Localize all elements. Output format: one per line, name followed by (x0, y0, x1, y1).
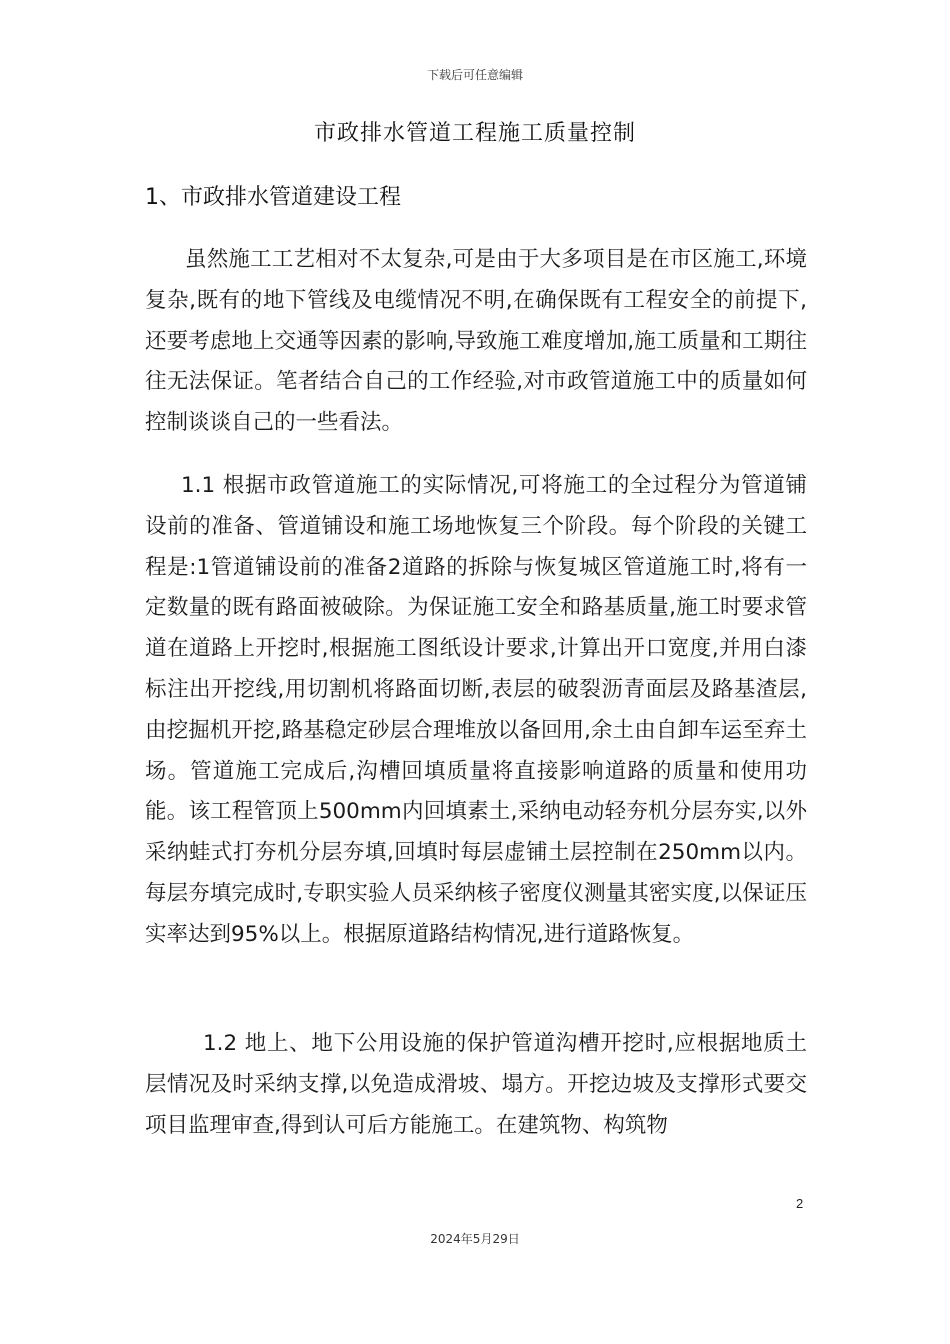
footer-date: 2024年5月29日 (430, 1232, 520, 1246)
paragraph-1-2: 1.2 地上、地下公用设施的保护管道沟槽开挖时,应根据地质土层情况及时采纳支撑,以免造成滑坡、塌方。开挖边坡及支撑形式要交项目监理审查,得到认可后方能施工。在建筑物、构筑物 (145, 1031, 807, 1138)
paragraph-intro: 虽然施工工艺相对不太复杂,可是由于大多项目是在市区施工,环境复杂,既有的地下管线及电缆情况不明,在确保既有工程安全的前提下,还要考虑地上交通等因素的影响,导致施工难度增加,施工质量和工期往往无法保证。笔者结合自己的工作经验,对市政管道施工中的质量如何控制谈谈自己的一些看法。 (145, 247, 807, 436)
section-heading: 1、市政排水管道建设工程 (145, 185, 401, 210)
header-note: 下载后可任意编辑 (426, 68, 523, 82)
document-title: 市政排水管道工程施工质量控制 (313, 121, 636, 146)
page-number: 2 (796, 1196, 804, 1211)
paragraph-1-1: 1.1 根据市政管道施工的实际情况,可将施工的全过程分为管道铺设前的准备、管道铺设和施工场地恢复三个阶段。每个阶段的关键工程是:1管道铺设前的准备2道路的拆除与恢复城区管道施工时,将有一定数量的既有路面被破除。为保证施工安全和路基质量,施工时要求管道在道路上开挖时,根据施工图纸设计要求,计算出开口宽度,并用白漆标注出开挖线,用切割机将路面切断,表层的破裂沥青面层及路基渣层,由挖掘机开挖,路基稳定砂层合理堆放以备回用,余土由自卸车运至弃土场。管道施工完成后,沟槽回填质量将直接影响道路的质量和使用功能。该工程管顶上500mm内回填素土,采纳电动轻夯机分层夯实,以外采纳蛙式打夯机分层夯填,回填时每层虚铺土层控制在250mm以内。每层夯填完成时,专职实验人员采纳核子密度仪测量其密实度,以保证压实率达到95%以上。根据原道路结构情况,进行道路恢复。 (145, 473, 807, 947)
